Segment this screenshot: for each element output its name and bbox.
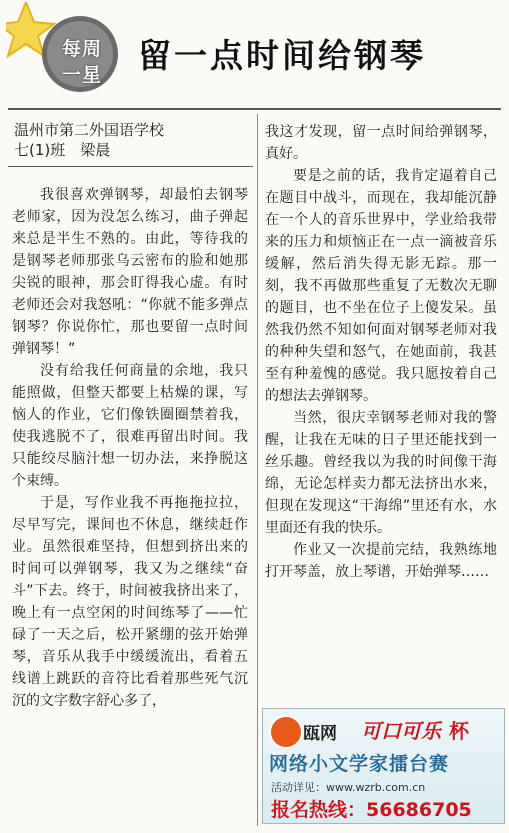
ad-contest-name: 网络小文学家擂台赛 [269, 753, 450, 775]
byline [14, 120, 254, 160]
badge-line-2: 一星 [61, 64, 102, 86]
paragraph: 作业又一次提前完结，我熟练地打开琴盖，放上琴谱，开始弹琴…… [265, 542, 497, 580]
byline-class-author: 七(1)班 梁晨 [14, 141, 111, 159]
byline-divider [8, 166, 253, 167]
column-divider [257, 114, 258, 826]
paragraph: 没有给我任何商量的余地，我只能照做，但整天都要上枯燥的课，写恼人的作业，它们像铁圈圈禁着我，使我逃脱不了，很难再留出时间。我只能绞尽脑汁想一切办法，来挣脱这个束缚。 [12, 363, 248, 489]
paragraph: 当然，很庆幸钢琴老师对我的警醒，让我在无味的日子里还能找到一丝乐趣。曾经我以为我的时间像干海绵，无论怎样卖力都无法挤出水来，但现在发现这“干海绵”里还有水，水里面还有我的快乐。 [265, 410, 497, 536]
contest-advertisement[interactable] [262, 708, 505, 824]
paragraph: 要是之前的话，我肯定逼着自己在题目中战斗，而现在，我却能沉静在一个人的音乐世界中，学业给我带来的压力和烦恼正在一点一滴被音乐缓解，然后消失得无影无踪。那一刻，我不再做那些重复了无数次无聊的题目，也不坐在位子上傻发呆。虽然我仍然不知如何面对钢琴老师对我的种种失望和怒气，在她面前，我甚至有种羞愧的感觉。我只愿按着自己的想法去弹钢琴。 [265, 168, 497, 404]
badge-line-1: 每周 [61, 38, 102, 60]
left-column [12, 184, 248, 712]
right-column [265, 121, 497, 583]
paragraph: 我很喜欢弹钢琴，却最怕去钢琴老师家，因为没怎么练习，曲子弹起来总是半生不熟的。由此，等待我的是钢琴老师那张乌云密布的脸和她那尖锐的眼神，那会盯得我心虚。有时老师还会对我怒吼：“你就不能多弹点钢琴？你说你忙，那也要留一点时间弹钢琴！” [12, 187, 248, 357]
ad-cup: 杯 [449, 719, 469, 743]
ad-website[interactable]: 活动详见：www.wzrb.com.cn [271, 781, 426, 794]
paragraph: 于是，写作业我不再拖拖拉拉，尽早写完，课间也不休息，继续赶作业。虽然很难坚持，但想到挤出来的时间可以弹钢琴，我又为之继续“奋斗”下去。终于，时间被我挤出来了，晚上有一点空闲的时间练琴了——忙碌了一天之后，松开紧绷的弦开始弹琴，音乐从我手中缓缓流出，看着五线谱上跳跃的音符比看着那些死气沉沉的文字数字舒心多了， [12, 495, 248, 709]
ouwang-logo-icon [269, 715, 303, 749]
paragraph: 我这才发现，留一点时间给弹钢琴，真好。 [265, 124, 497, 162]
ad-brand: 瓯网 [303, 724, 337, 744]
article-title: 留一点时间给钢琴 [138, 36, 426, 75]
ad-hotline: 报名热线：56686705 [271, 799, 472, 821]
byline-school: 温州市第二外国语学校 [14, 121, 165, 139]
weekly-star-badge [6, 2, 124, 106]
header-divider [8, 108, 501, 110]
ad-sponsor: 可口可乐 [361, 719, 441, 743]
